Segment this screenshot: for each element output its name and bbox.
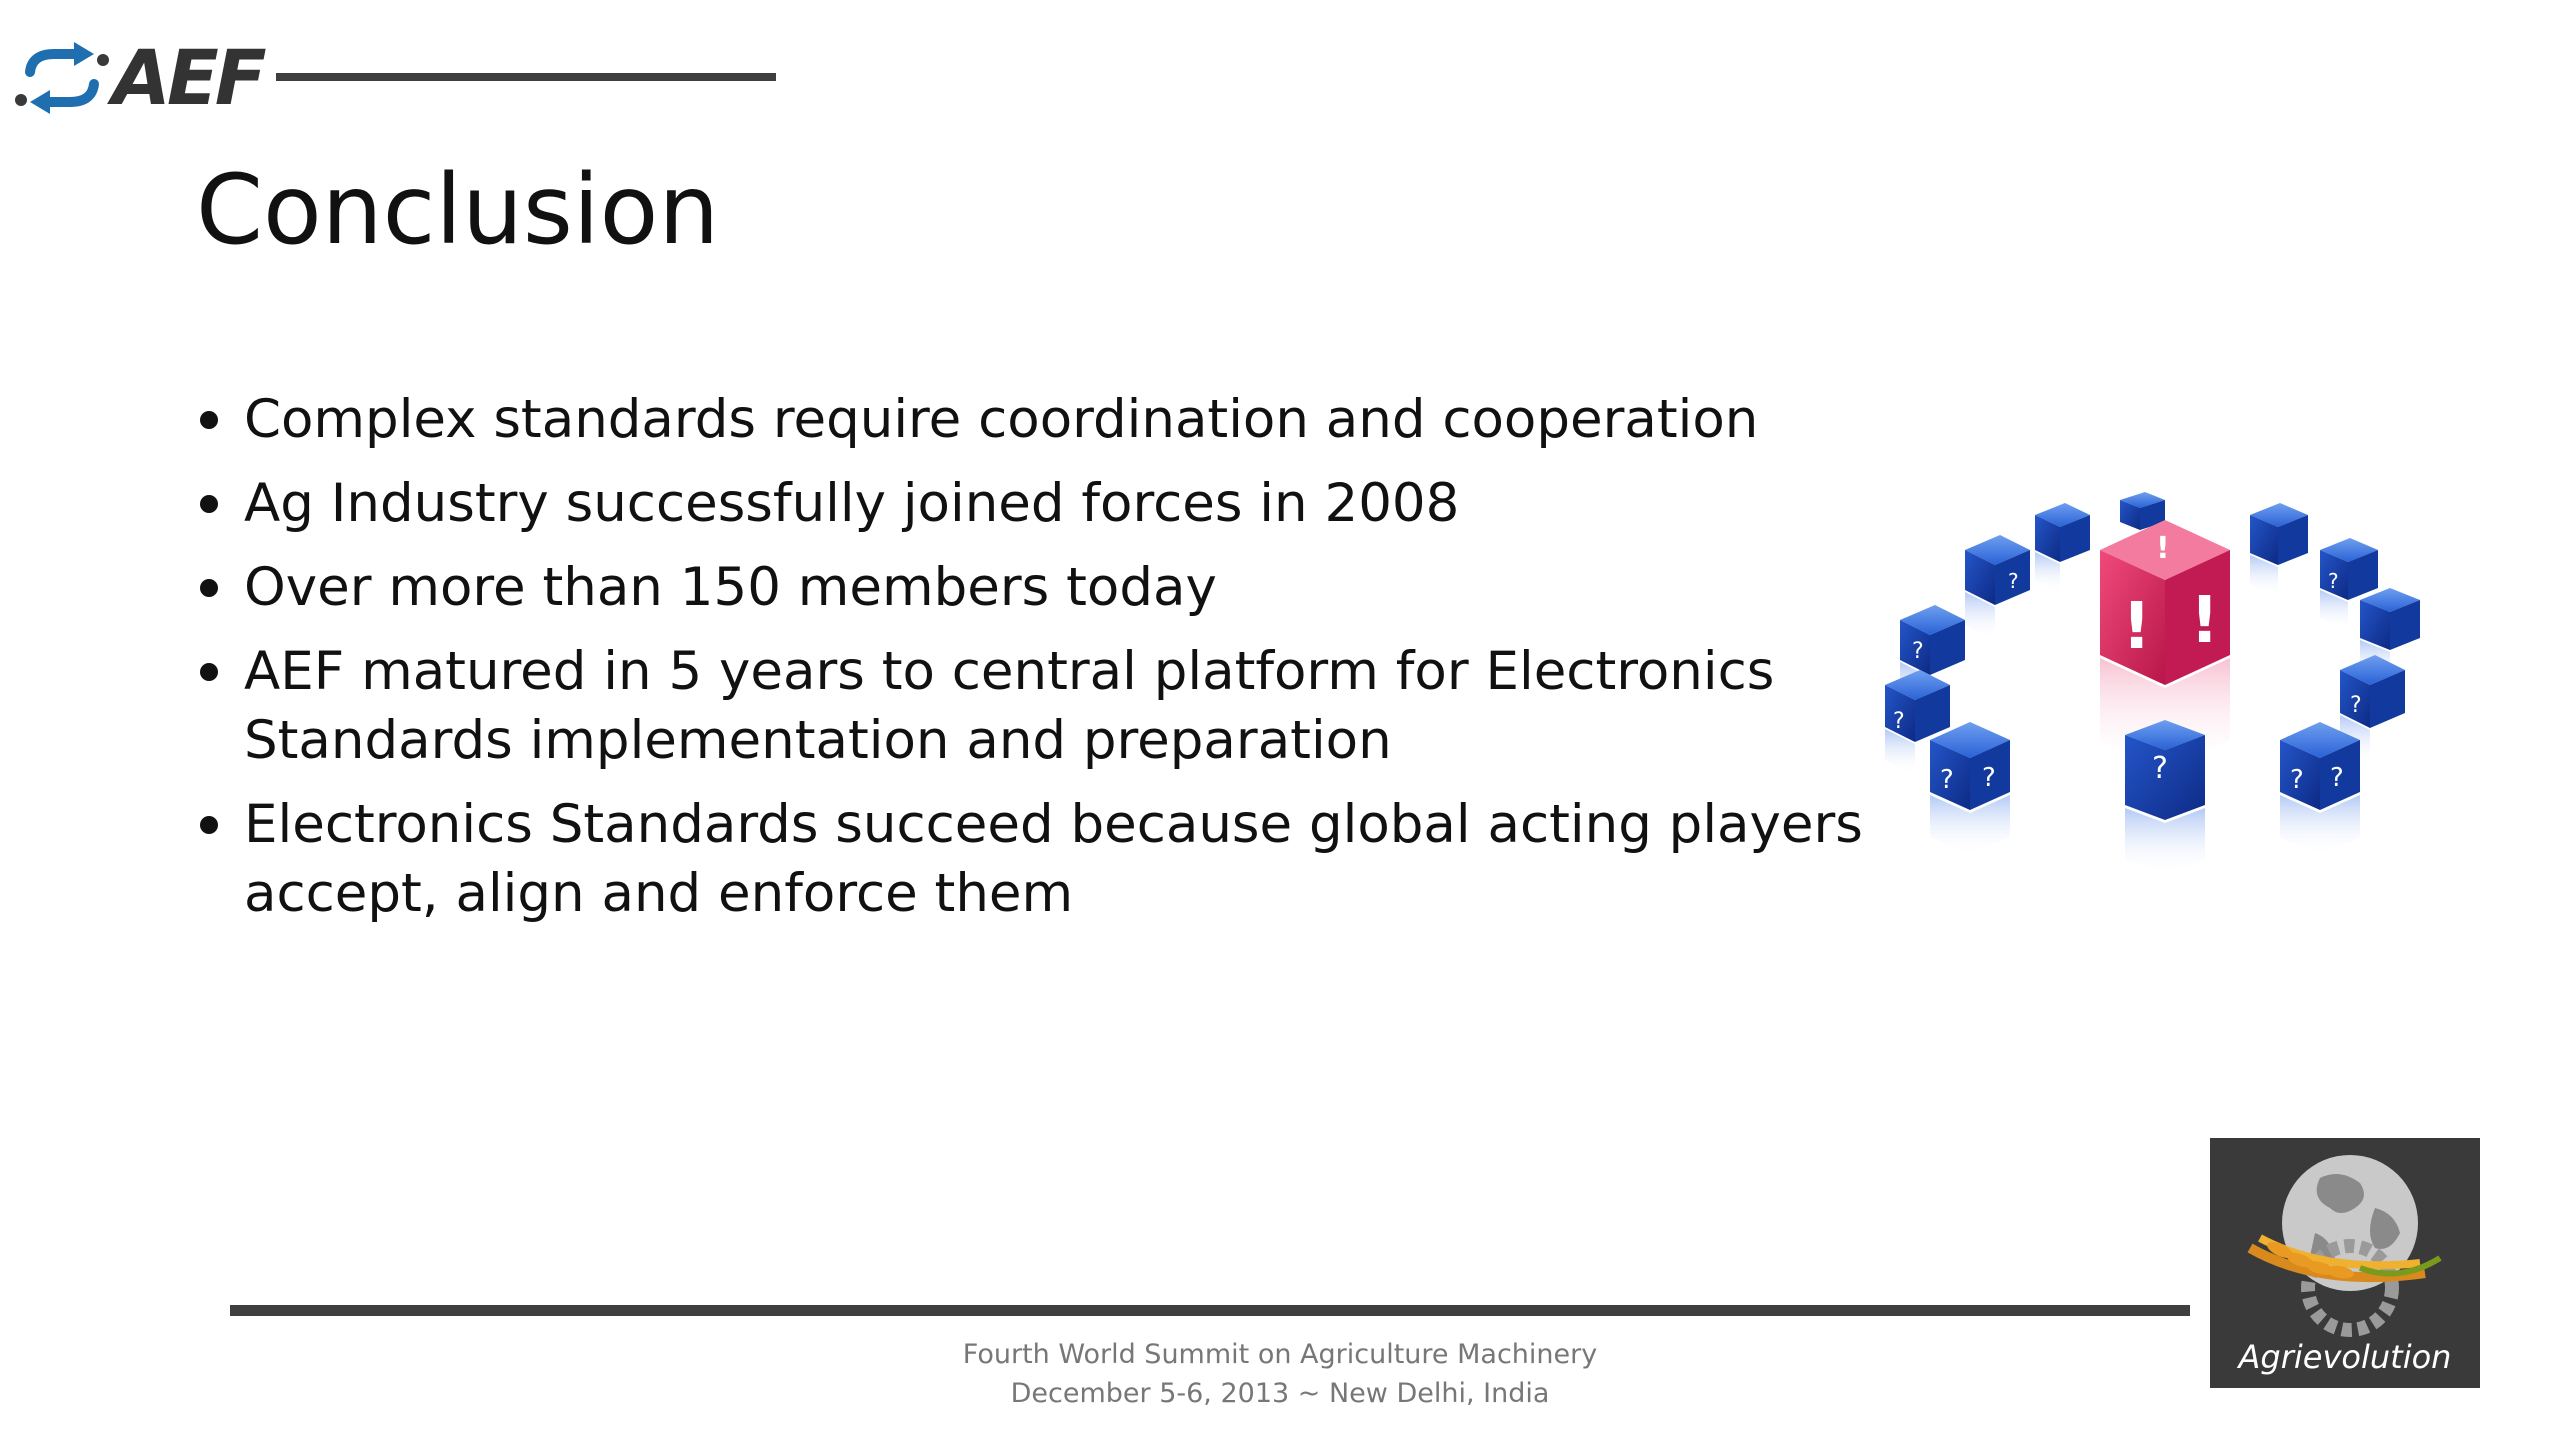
bullet-item <box>196 553 1836 622</box>
bullet-text-continued: Standards implementation and preparation <box>244 710 1392 771</box>
bullet-text: Over more than 150 members today <box>244 557 1217 618</box>
arrows-cycle-icon <box>12 38 112 118</box>
bullet-marker <box>200 495 218 513</box>
bullet-item <box>196 385 1836 454</box>
cube-small <box>2250 503 2308 596</box>
svg-text:?: ? <box>1893 709 1905 734</box>
logo-text: AEF <box>112 33 263 122</box>
svg-text:?: ? <box>1982 763 1996 793</box>
bullet-marker <box>200 411 218 429</box>
cube-medium <box>2280 722 2360 855</box>
footer <box>680 1335 1880 1413</box>
svg-text:!: ! <box>2190 584 2220 658</box>
cube-small <box>2035 503 2090 592</box>
svg-text:?: ? <box>2328 569 2339 593</box>
svg-text:?: ? <box>1912 639 1924 664</box>
slide-title: Conclusion <box>196 154 720 266</box>
bullet-list <box>196 385 1863 943</box>
footer-event-name: Fourth World Summit on Agriculture Machinery <box>962 1339 1598 1370</box>
question-cubes-circle-icon <box>1860 470 2520 940</box>
header-rule <box>276 73 776 81</box>
footer-rule <box>230 1305 2190 1316</box>
svg-text:?: ? <box>2290 765 2304 795</box>
svg-text:?: ? <box>2350 693 2362 718</box>
bullet-text: Ag Industry successfully joined forces in 2008 <box>244 473 1460 534</box>
svg-text:!: ! <box>2122 590 2152 664</box>
svg-text:!: ! <box>2156 531 2170 566</box>
footer-event-date: December 5-6, 2013 ~ New Delhi, India <box>1010 1378 1550 1409</box>
svg-text:?: ? <box>2152 751 2168 786</box>
svg-text:?: ? <box>1940 765 1954 795</box>
cube-medium <box>2125 720 2205 875</box>
agrievolution-label: Agrievolution <box>2238 1338 2452 1376</box>
bullet-text: Complex standards require coordination and cooperation <box>244 389 1759 450</box>
cube-medium <box>1930 722 2010 855</box>
bullet-marker <box>200 579 218 597</box>
agrievolution-logo <box>2210 1138 2480 1388</box>
aef-logo <box>12 33 263 122</box>
bullet-marker <box>200 663 218 681</box>
svg-text:?: ? <box>2008 569 2019 593</box>
bullet-marker <box>200 816 218 834</box>
globe-wheat-gear-icon <box>2210 1138 2480 1338</box>
bullet-text: AEF matured in 5 years to central platform for Electronics <box>244 641 1775 702</box>
bullet-item <box>196 790 1863 928</box>
cube-small <box>1965 535 2030 640</box>
bullet-text: Electronics Standards succeed because global acting players <box>244 794 1863 855</box>
bullet-text-continued: accept, align and enforce them <box>244 863 1074 924</box>
bullet-item <box>196 637 1836 775</box>
bullet-item <box>196 469 1836 538</box>
svg-text:?: ? <box>2330 763 2344 793</box>
